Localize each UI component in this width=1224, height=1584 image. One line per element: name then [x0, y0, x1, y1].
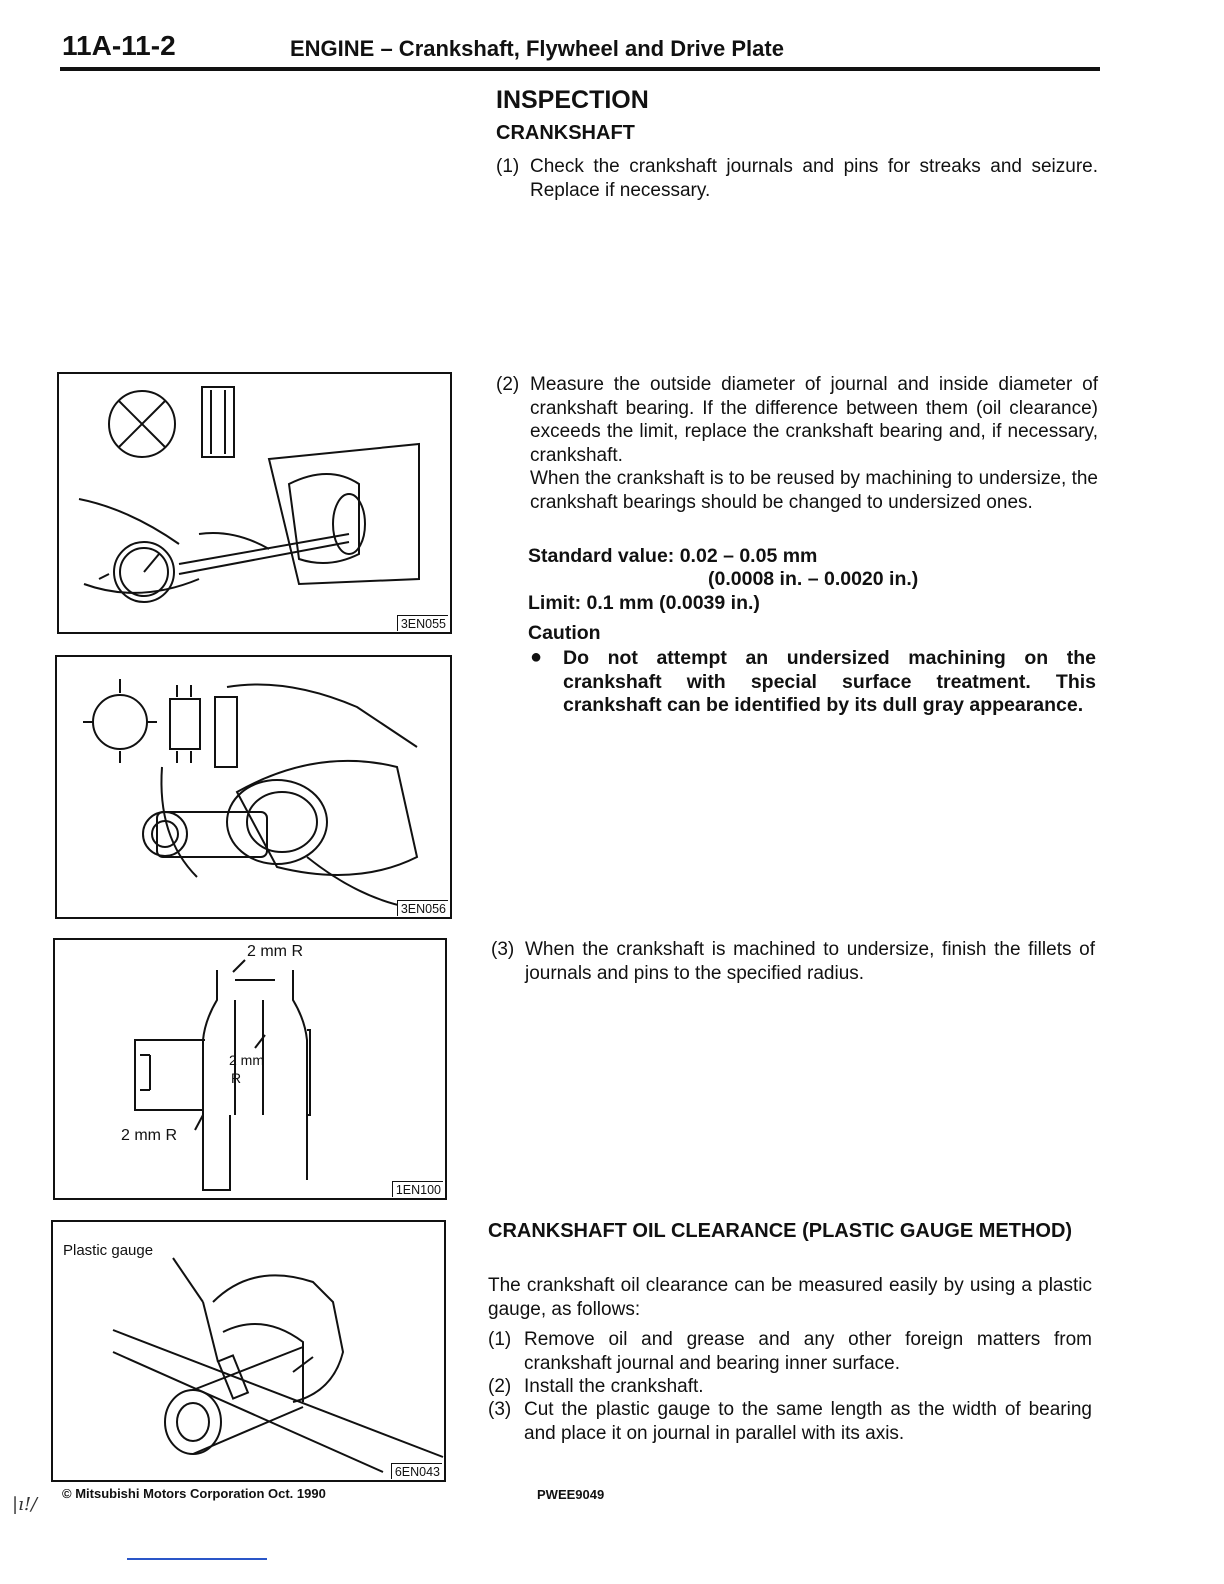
inspection-step-3 — [491, 938, 1097, 988]
inspection-step-1 — [496, 155, 1100, 205]
step-number: (2) — [488, 1376, 512, 1397]
fillet-label-mid-b: R — [231, 1070, 242, 1086]
figure-code: 3EN056 — [397, 900, 448, 916]
step-text: When the crankshaft is machined to undersize, finish the fillets of journals and pins to the specified radius. — [525, 939, 1095, 984]
step-number: (1) — [488, 1329, 512, 1350]
page-number: 11A-11-2 — [62, 30, 176, 61]
step-text: Install the crankshaft. — [524, 1376, 704, 1397]
step-number: (3) — [491, 939, 515, 960]
scan-line — [127, 1558, 267, 1560]
step-number: (2) — [496, 374, 520, 395]
plastic-gauge-label: Plastic gauge — [63, 1242, 154, 1259]
figure-code: 3EN055 — [397, 615, 448, 631]
figure-fillet-radius — [53, 938, 447, 1200]
header-rule — [60, 67, 1100, 71]
step-text: Remove oil and grease and any other foreign matters from crankshaft journal and bearing inner surface. — [524, 1329, 1092, 1374]
inspection-step-2 — [496, 373, 1100, 539]
step-text: Cut the plastic gauge to the same length as the width of bearing and place it on journal in parallel with its axis. — [524, 1399, 1092, 1444]
oil-clearance-step-3 — [488, 1398, 1092, 1446]
step-text: Measure the outside diameter of journal and inside diameter of crankshaft bearing. If the difference between them (oil clearance) exceeds the limit, replace the crankshaft bearing and, if necessary, crankshaft. — [530, 374, 1098, 466]
margin-mark: |ı!/ — [12, 1494, 38, 1515]
step-number: (3) — [488, 1399, 512, 1420]
section-title: ENGINE – Crankshaft, Flywheel and Drive Plate — [290, 36, 784, 61]
step-text: Check the crankshaft journals and pins for streaks and seizure. Replace if necessary. — [530, 156, 1098, 201]
caution-bullet: ● — [530, 646, 543, 668]
inspection-heading: INSPECTION — [496, 86, 649, 114]
document-code: PWEE9049 — [537, 1487, 605, 1502]
figure-code: 1EN100 — [392, 1181, 443, 1197]
standard-value-inch: (0.0008 in. – 0.0020 in.) — [708, 568, 919, 590]
fillet-label-mid-a: 2 mm — [229, 1052, 264, 1068]
step-text-continued: When the crankshaft is to be reused by machining to undersize, the crankshaft bearings should be changed to undersized ones. — [530, 468, 1098, 513]
oil-clearance-step-1 — [488, 1328, 1092, 1376]
oil-clearance-heading: CRANKSHAFT OIL CLEARANCE (PLASTIC GAUGE METHOD) — [488, 1220, 1073, 1242]
crankshaft-subheading: CRANKSHAFT — [496, 122, 635, 144]
micrometer-illustration — [57, 657, 450, 917]
figure-plastic-gauge — [51, 1220, 446, 1482]
standard-value: Standard value: 0.02 – 0.05 mm — [528, 545, 818, 567]
copyright: © Mitsubishi Motors Corporation Oct. 1990 — [62, 1486, 326, 1501]
bore-gauge-illustration — [59, 374, 450, 632]
limit-value: Limit: 0.1 mm (0.0039 in.) — [528, 592, 760, 614]
fillet-label-top: 2 mm R — [247, 943, 303, 960]
oil-clearance-step-2 — [488, 1375, 1092, 1399]
step-number: (1) — [496, 156, 520, 177]
fillet-label-left: 2 mm R — [121, 1127, 177, 1144]
caution-text: Do not attempt an undersized machining on the crankshaft with special surface treatment. This crankshaft can be identified by its dull gray appearance. — [563, 647, 1096, 716]
caution-title: Caution — [528, 622, 601, 644]
fillet-radius-illustration — [55, 940, 445, 1198]
figure-micrometer — [55, 655, 452, 919]
figure-code: 6EN043 — [391, 1463, 442, 1479]
plastic-gauge-illustration — [53, 1222, 444, 1480]
oil-clearance-intro: The crankshaft oil clearance can be measured easily by using a plastic gauge, as follows: — [488, 1275, 1092, 1320]
figure-bore-gauge — [57, 372, 452, 634]
